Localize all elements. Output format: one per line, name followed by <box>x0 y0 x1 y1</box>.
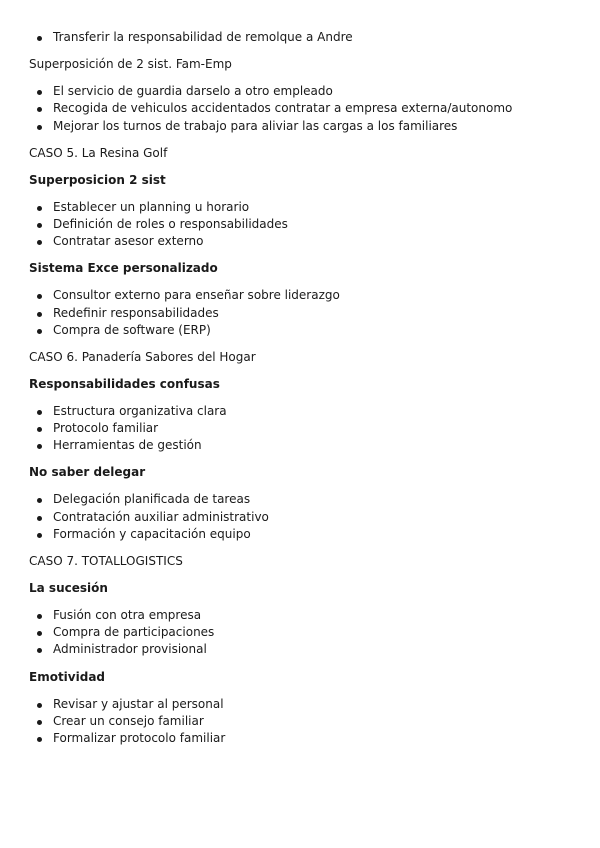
list-item: Crear un consejo familiar <box>29 713 574 730</box>
bullet-list <box>29 199 574 251</box>
list-item: Protocolo familiar <box>29 420 574 437</box>
bullet-list <box>29 83 574 135</box>
subsection-heading: La sucesión <box>29 581 108 595</box>
list-item: Herramientas de gestión <box>29 437 574 454</box>
list-item: Fusión con otra empresa <box>29 607 574 624</box>
list-item: Consultor externo para enseñar sobre liderazgo <box>29 287 574 304</box>
list-item: Contratar asesor externo <box>29 233 574 250</box>
list-item: Definición de roles o responsabilidades <box>29 216 574 233</box>
list-item: Formación y capacitación equipo <box>29 526 574 543</box>
bullet-list <box>29 491 574 543</box>
bullet-list <box>29 287 574 339</box>
case-heading: CASO 7. TOTALLOGISTICS <box>29 554 183 568</box>
list-item: Establecer un planning u horario <box>29 199 574 216</box>
list-item: Transferir la responsabilidad de remolque a Andre <box>29 29 574 46</box>
list-item: El servicio de guardia darselo a otro empleado <box>29 83 574 100</box>
list-item: Contratación auxiliar administrativo <box>29 509 574 526</box>
list-item: Estructura organizativa clara <box>29 403 574 420</box>
case-heading: CASO 5. La Resina Golf <box>29 145 168 160</box>
subsection-heading: Superposicion 2 sist <box>29 172 166 187</box>
list-item: Recogida de vehiculos accidentados contratar a empresa externa/autonomo <box>29 100 574 117</box>
list-item: Redefinir responsabilidades <box>29 305 574 322</box>
bullet-list <box>29 29 574 46</box>
subsection-heading: Sistema Exce personalizado <box>29 261 218 276</box>
subsection-heading: Responsabilidades confusas <box>29 376 220 391</box>
list-item: Administrador provisional <box>29 641 574 658</box>
list-item: Formalizar protocolo familiar <box>29 730 574 747</box>
case-heading: CASO 6. Panadería Sabores del Hogar <box>29 349 256 364</box>
bullet-list <box>29 607 574 659</box>
subsection-heading: No saber delegar <box>29 465 146 480</box>
document-page <box>29 29 574 747</box>
list-item: Compra de participaciones <box>29 624 574 641</box>
subsection-heading: Emotividad <box>29 669 106 684</box>
section-label: Superposición de 2 sist. Fam-Emp <box>29 57 232 72</box>
list-item: Delegación planificada de tareas <box>29 491 574 508</box>
list-item: Compra de software (ERP) <box>29 322 574 339</box>
bullet-list <box>29 403 574 455</box>
list-item: Mejorar los turnos de trabajo para aliviar las cargas a los familiares <box>29 118 574 135</box>
list-item: Revisar y ajustar al personal <box>29 696 574 713</box>
bullet-list <box>29 696 574 748</box>
